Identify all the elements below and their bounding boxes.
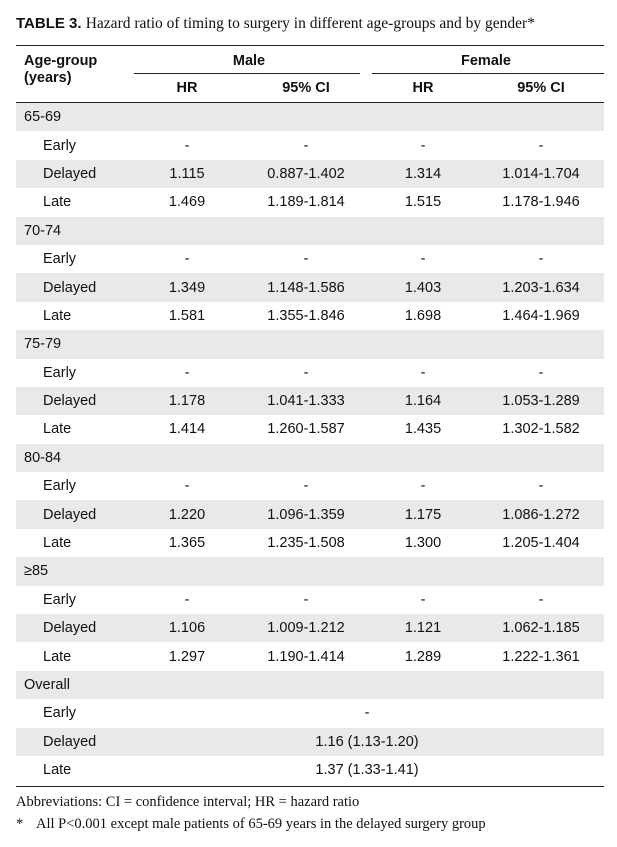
- male-hr-cell: 1.365: [168, 535, 206, 552]
- male-ci-cell: -: [303, 251, 309, 268]
- group-row-spacer: [130, 330, 604, 358]
- timing-label: Early: [43, 705, 77, 722]
- male-ci-cell: -: [303, 591, 309, 608]
- table-row: [16, 387, 604, 415]
- female-hr-header: HR: [412, 80, 434, 96]
- age-group-label: Age-group: [24, 53, 98, 69]
- age-group-name: 80-84: [16, 444, 130, 472]
- age-group-name: 65-69: [16, 103, 130, 132]
- timing-label: Late: [43, 194, 72, 211]
- male-hr-cell: 1.178: [130, 387, 244, 415]
- age-group-name: ≥85: [16, 557, 130, 585]
- timing-label: Delayed: [16, 273, 130, 301]
- female-ci-cell: 1.014-1.704: [478, 160, 604, 188]
- male-ci-cell: 1.355-1.846: [267, 307, 345, 324]
- female-hr-cell: 1.121: [368, 614, 478, 642]
- female-hr-cell: -: [420, 364, 426, 381]
- female-ci-cell: 1.302-1.582: [502, 421, 580, 438]
- female-ci-cell: -: [538, 137, 544, 154]
- female-ci-cell: 1.053-1.289: [478, 387, 604, 415]
- female-ci-cell: 1.203-1.634: [478, 273, 604, 301]
- female-hr-cell: -: [420, 251, 426, 268]
- table-caption: [16, 15, 535, 33]
- timing-label: Delayed: [16, 728, 130, 756]
- male-hr-cell: 1.115: [130, 160, 244, 188]
- female-ci-cell: -: [538, 478, 544, 495]
- significance-footnote: [16, 816, 486, 833]
- male-ci-cell: 1.096-1.359: [244, 500, 368, 528]
- overall-group-name: Overall: [16, 671, 130, 699]
- group-row: [16, 217, 604, 245]
- table-row: [16, 500, 604, 528]
- female-header: Female: [368, 47, 604, 74]
- group-row: [16, 330, 604, 358]
- timing-label: Early: [43, 364, 77, 381]
- table-row: [16, 188, 604, 216]
- male-ci-cell: 1.041-1.333: [244, 387, 368, 415]
- female-hr-cell: 1.300: [404, 535, 442, 552]
- table-label: TABLE 3.: [16, 15, 82, 32]
- female-hr-cell: 1.403: [368, 273, 478, 301]
- male-hr-cell: -: [184, 137, 190, 154]
- table-row: [16, 415, 604, 443]
- overall-value-cell: -: [364, 705, 370, 722]
- table-body: [16, 103, 604, 785]
- timing-label: Late: [43, 421, 72, 438]
- female-ci-cell: 1.205-1.404: [502, 535, 580, 552]
- male-ci-cell: -: [303, 478, 309, 495]
- female-ci-cell: 1.178-1.946: [502, 194, 580, 211]
- group-row: [16, 444, 604, 472]
- male-ci-cell: 1.190-1.414: [267, 648, 345, 665]
- footnote-text: All P<0.001 except male patients of 65-69 years in the delayed surgery group: [36, 816, 486, 832]
- age-group-unit: (years): [24, 70, 72, 86]
- table-row: [16, 529, 604, 557]
- female-hr-cell: -: [420, 137, 426, 154]
- table-top-rule: [16, 45, 604, 46]
- table-title: Hazard ratio of timing to surgery in different age-groups and by gender*: [85, 15, 535, 32]
- female-hr-cell: 1.698: [404, 307, 442, 324]
- male-ci-cell: 1.260-1.587: [267, 421, 345, 438]
- overall-row: [16, 728, 604, 756]
- age-group-header: [16, 47, 130, 102]
- table-row: [16, 245, 604, 273]
- timing-label: Late: [43, 648, 72, 665]
- overall-value-cell: 1.37 (1.33-1.41): [315, 762, 419, 779]
- table-bottom-rule: [16, 786, 604, 787]
- male-hr-cell: 1.349: [130, 273, 244, 301]
- age-group-name: 70-74: [16, 217, 130, 245]
- male-hr-cell: -: [184, 251, 190, 268]
- male-ci-cell: -: [303, 364, 309, 381]
- male-hr-cell: -: [184, 591, 190, 608]
- female-ci-cell: 1.464-1.969: [502, 307, 580, 324]
- group-row-spacer: [130, 217, 604, 245]
- female-ci-cell: 1.222-1.361: [502, 648, 580, 665]
- table-row: [16, 302, 604, 330]
- male-hr-cell: 1.297: [168, 648, 206, 665]
- group-row-spacer: [130, 444, 604, 472]
- female-hr-cell: 1.289: [404, 648, 442, 665]
- timing-label: Delayed: [16, 387, 130, 415]
- timing-label: Early: [43, 137, 77, 154]
- male-ci-cell: 1.189-1.814: [267, 194, 345, 211]
- female-hr-cell: 1.164: [368, 387, 478, 415]
- female-hr-cell: 1.515: [404, 194, 442, 211]
- group-row-spacer: [130, 671, 604, 699]
- male-hr-cell: -: [184, 364, 190, 381]
- overall-value-cell: 1.16 (1.13-1.20): [130, 728, 604, 756]
- female-hr-cell: 1.435: [404, 421, 442, 438]
- timing-label: Delayed: [16, 614, 130, 642]
- timing-label: Late: [43, 307, 72, 324]
- female-ci-cell: 1.086-1.272: [478, 500, 604, 528]
- male-hr-header: HR: [176, 80, 198, 96]
- overall-row: [16, 756, 604, 784]
- footnote-marker: *: [16, 816, 24, 832]
- overall-row: [16, 699, 604, 727]
- group-row: [16, 103, 604, 132]
- male-ci-cell: 1.148-1.586: [244, 273, 368, 301]
- male-hr-cell: 1.414: [168, 421, 206, 438]
- timing-label: Early: [43, 478, 77, 495]
- hazard-ratio-table: [16, 47, 604, 784]
- table-row: [16, 472, 604, 500]
- timing-label: Delayed: [16, 160, 130, 188]
- timing-label: Delayed: [16, 500, 130, 528]
- male-hr-cell: 1.106: [130, 614, 244, 642]
- male-ci-header: 95% CI: [282, 80, 330, 96]
- male-ci-cell: -: [303, 137, 309, 154]
- timing-label: Late: [43, 762, 72, 779]
- male-hr-cell: 1.220: [130, 500, 244, 528]
- timing-label: Late: [43, 535, 72, 552]
- female-hr-cell: 1.175: [368, 500, 478, 528]
- female-ci-header: 95% CI: [517, 80, 565, 96]
- table-row: [16, 131, 604, 159]
- male-ci-cell: 1.235-1.508: [267, 535, 345, 552]
- table-row: [16, 359, 604, 387]
- table-row: [16, 642, 604, 670]
- group-row-spacer: [130, 103, 604, 132]
- male-hr-cell: 1.581: [168, 307, 206, 324]
- group-row: [16, 557, 604, 585]
- male-ci-cell: 0.887-1.402: [244, 160, 368, 188]
- table-row: [16, 160, 604, 188]
- group-row-spacer: [130, 557, 604, 585]
- female-hr-cell: 1.314: [368, 160, 478, 188]
- table-row: [16, 614, 604, 642]
- male-header: Male: [130, 47, 368, 74]
- female-ci-cell: 1.062-1.185: [478, 614, 604, 642]
- female-ci-cell: -: [538, 364, 544, 381]
- age-group-name: 75-79: [16, 330, 130, 358]
- female-hr-cell: -: [420, 591, 426, 608]
- overall-group-row: [16, 671, 604, 699]
- timing-label: Early: [43, 591, 77, 608]
- male-hr-cell: -: [184, 478, 190, 495]
- female-ci-cell: -: [538, 591, 544, 608]
- table-row: [16, 273, 604, 301]
- table-row: [16, 586, 604, 614]
- female-ci-cell: -: [538, 251, 544, 268]
- female-hr-cell: -: [420, 478, 426, 495]
- abbreviations-footnote: Abbreviations: CI = confidence interval; HR = hazard ratio: [16, 794, 360, 810]
- male-hr-cell: 1.469: [168, 194, 206, 211]
- male-ci-cell: 1.009-1.212: [244, 614, 368, 642]
- timing-label: Early: [43, 251, 77, 268]
